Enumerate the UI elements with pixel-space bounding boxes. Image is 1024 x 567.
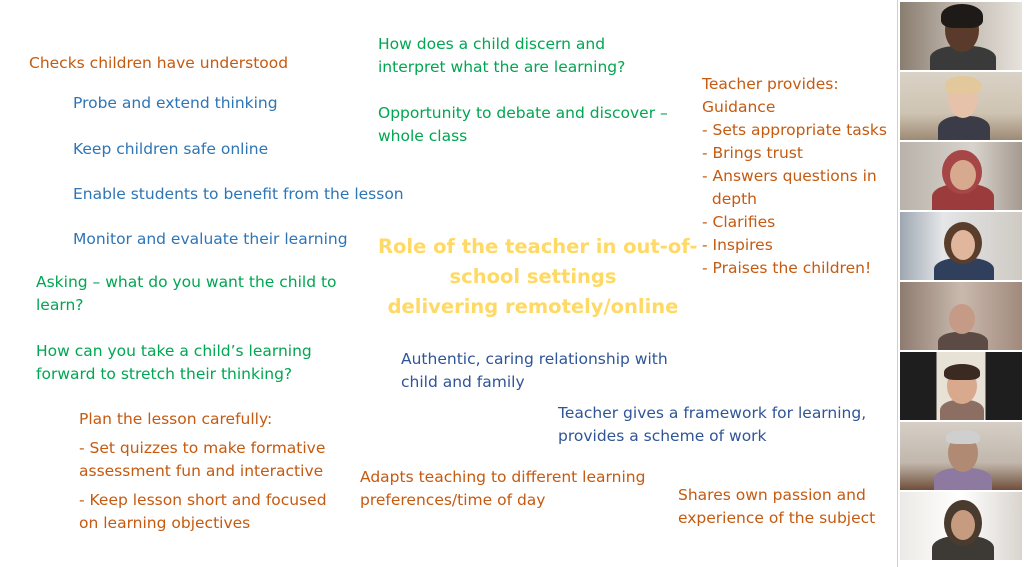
shares-line-2: experience of the subject bbox=[678, 509, 876, 527]
probe-thinking-text: Probe and extend thinking bbox=[73, 94, 278, 112]
quizzes-text bbox=[79, 437, 325, 483]
short-lesson-text bbox=[79, 489, 327, 535]
provides-item-tasks: - Sets appropriate tasks bbox=[702, 121, 887, 139]
monitor-evaluate-text: Monitor and evaluate their learning bbox=[73, 230, 348, 248]
short-line-1: - Keep lesson short and focused bbox=[79, 491, 327, 509]
adapts-line-1: Adapts teaching to different learning bbox=[360, 468, 646, 486]
provides-item-praises: - Praises the children! bbox=[702, 259, 872, 277]
asking-line-2: learn? bbox=[36, 296, 84, 314]
discern-line-2: interpret what the are learning? bbox=[378, 58, 626, 76]
participant-video-tile[interactable] bbox=[900, 422, 1022, 490]
framework-text bbox=[558, 402, 866, 448]
participant-video-tile[interactable] bbox=[900, 352, 1022, 420]
authentic-line-1: Authentic, caring relationship with bbox=[401, 350, 668, 368]
authentic-text bbox=[401, 348, 668, 394]
participant-video-tile[interactable] bbox=[900, 492, 1022, 560]
shares-line-1: Shares own passion and bbox=[678, 486, 866, 504]
debate-text bbox=[378, 102, 668, 148]
asking-text bbox=[36, 271, 337, 317]
provides-item-trust: - Brings trust bbox=[702, 144, 803, 162]
checks-understood-text: Checks children have understood bbox=[29, 54, 289, 72]
framework-line-1: Teacher gives a framework for learning, bbox=[558, 404, 867, 422]
keep-safe-text: Keep children safe online bbox=[73, 140, 269, 158]
provides-item-depth: depth bbox=[702, 190, 757, 208]
adapts-text bbox=[360, 466, 645, 512]
adapts-line-2: preferences/time of day bbox=[360, 491, 546, 509]
how-can-line-2: forward to stretch their thinking? bbox=[36, 365, 293, 383]
debate-line-1: Opportunity to debate and discover – bbox=[378, 104, 668, 122]
discern-line-1: How does a child discern and bbox=[378, 35, 606, 53]
how-can-text bbox=[36, 340, 312, 386]
participant-video-tile[interactable] bbox=[900, 212, 1022, 280]
shares-passion-text bbox=[678, 484, 875, 530]
participant-video-tile[interactable] bbox=[900, 282, 1022, 350]
provides-item-answers: - Answers questions in bbox=[702, 167, 877, 185]
provides-item-clarifies: - Clarifies bbox=[702, 213, 776, 231]
participant-video-tile[interactable] bbox=[900, 142, 1022, 210]
provides-item-inspires: - Inspires bbox=[702, 236, 773, 254]
participant-video-tile[interactable] bbox=[900, 2, 1022, 70]
enable-students-text: Enable students to benefit from the lesson bbox=[73, 185, 404, 203]
discern-text bbox=[378, 33, 625, 79]
title-line-1: Role of the teacher in out-of- bbox=[378, 235, 698, 258]
quizzes-line-1: - Set quizzes to make formative bbox=[79, 439, 326, 457]
asking-line-1: Asking – what do you want the child to bbox=[36, 273, 337, 291]
participant-video-tile[interactable] bbox=[900, 72, 1022, 140]
title-line-3: delivering remotely/online bbox=[387, 295, 679, 318]
how-can-line-1: How can you take a child’s learning bbox=[36, 342, 312, 360]
provides-heading: Teacher provides: bbox=[702, 75, 839, 93]
authentic-line-2: child and family bbox=[401, 373, 525, 391]
framework-line-2: provides a scheme of work bbox=[558, 427, 767, 445]
slide-title bbox=[378, 232, 698, 322]
quizzes-line-2: assessment fun and interactive bbox=[79, 462, 324, 480]
participant-video-strip bbox=[898, 0, 1024, 567]
debate-line-2: whole class bbox=[378, 127, 468, 145]
title-line-2: school settings bbox=[449, 265, 617, 288]
plan-lesson-text: Plan the lesson carefully: bbox=[79, 410, 273, 428]
short-line-2: on learning objectives bbox=[79, 514, 251, 532]
teacher-provides-list bbox=[702, 73, 887, 280]
provides-guidance: Guidance bbox=[702, 98, 776, 116]
